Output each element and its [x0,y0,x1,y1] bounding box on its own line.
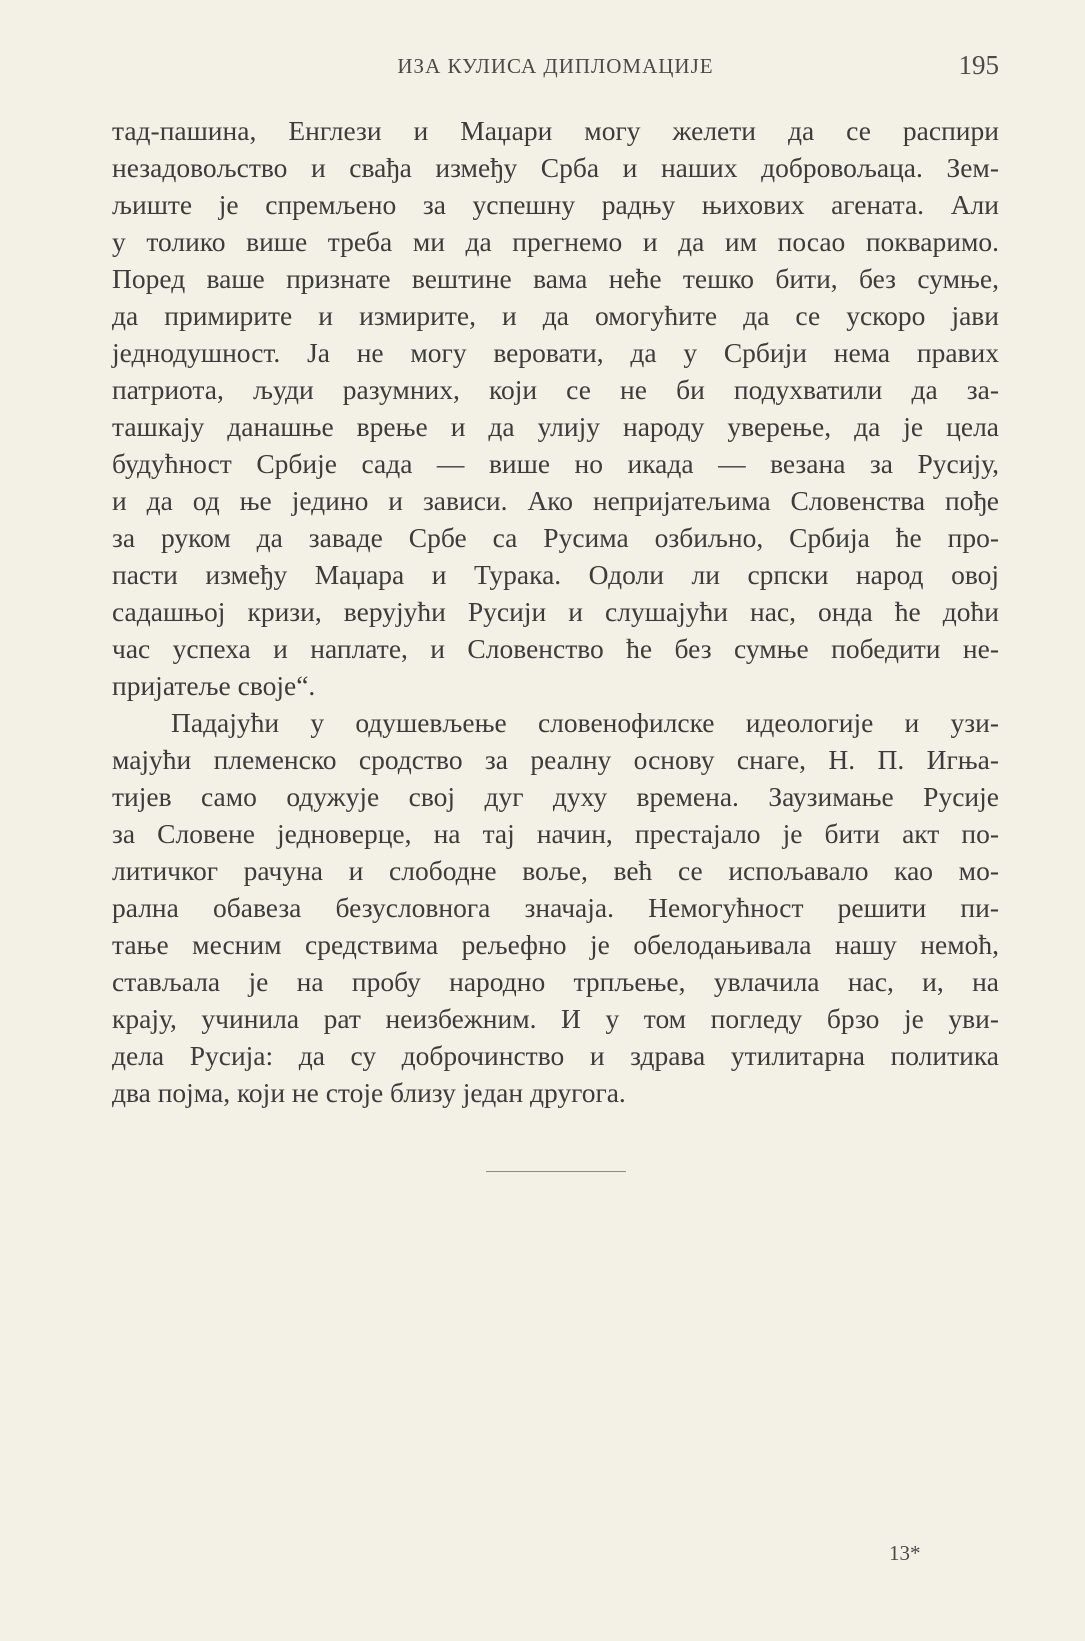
text-line: Падајући у одушевљење словенофилске идеологије и узи- [171,707,999,738]
running-head [112,50,999,86]
text-line: садашњој кризи, верујући Русији и слушајући нас, онда ће доћи [112,596,999,627]
text-line: тање месним средствима рељефно је обелодањивала нашу немоћ, [112,929,999,960]
text-line: патриота, људи разумних, који се не би подухватили да за- [112,374,999,405]
text-line: мајући племенско сродство за реалну основу снаге, Н. П. Игња- [112,744,999,775]
text-line: тад-пашина, Енглези и Маџари могу желети да се распири [112,115,999,146]
page-number: 195 [958,50,999,80]
text-line: за Словене једноверце, на тај начин, престајало је бити акт по- [112,818,999,849]
text-line: крају, учинила рат неизбежним. И у том погледу брзо је уви- [112,1003,999,1034]
text-line: рална обавеза безусловнога значаја. Немогућност решити пи- [112,892,999,923]
section-divider [486,1171,626,1172]
text-line: стављала је на пробу народно трпљење, увлачила нас, и, на [112,966,999,997]
text-line: ташкају данашње врење и да улију народу уверење, да је цела [112,411,999,442]
signature-mark: 13* [889,1541,921,1565]
text-line: два појма, који не стоје близу један другога. [112,1077,626,1108]
text-line: тијев само одужује свој дуг духу времена. Заузимање Русије [112,781,999,812]
text-line: и да од ње једино и зависи. Ако непријатељима Словенства пође [112,485,999,516]
text-line: будућност Србије сада — више но икада — везана за Русију, [112,448,999,479]
running-title: ИЗА КУЛИСА ДИПЛОМАЦИЈЕ [397,54,714,78]
text-line: у толико више треба ми да прегнемо и да им посао покваримо. [112,226,999,257]
text-line: пасти између Маџара и Турака. Одоли ли српски народ овој [112,559,999,590]
text-line: да примирите и измирите, и да омогућите да се ускоро јави [112,300,999,331]
text-line: љиште је спремљено за успешну радњу њихових агената. Али [112,189,999,220]
text-line: час успеха и наплате, и Словенство ће без сумње победити не- [112,633,999,664]
text-line: литичког рачуна и слободне воље, већ се испољавало као мо- [112,855,999,886]
body-text [112,112,999,1111]
text-line: пријатеље своје“. [112,670,316,701]
text-line: незадовољство и свађа између Срба и наших добровољаца. Зем- [112,152,999,183]
text-line: Поред ваше признате вештине вама неће тешко бити, без сумње, [112,263,999,294]
text-line: једнодушност. Ја не могу веровати, да у Србији нема правих [112,337,999,368]
text-line: дела Русија: да су доброчинство и здрава утилитарна политика [112,1040,999,1071]
text-line: за руком да заваде Србе са Русима озбиљно, Србија ће про- [112,522,999,553]
